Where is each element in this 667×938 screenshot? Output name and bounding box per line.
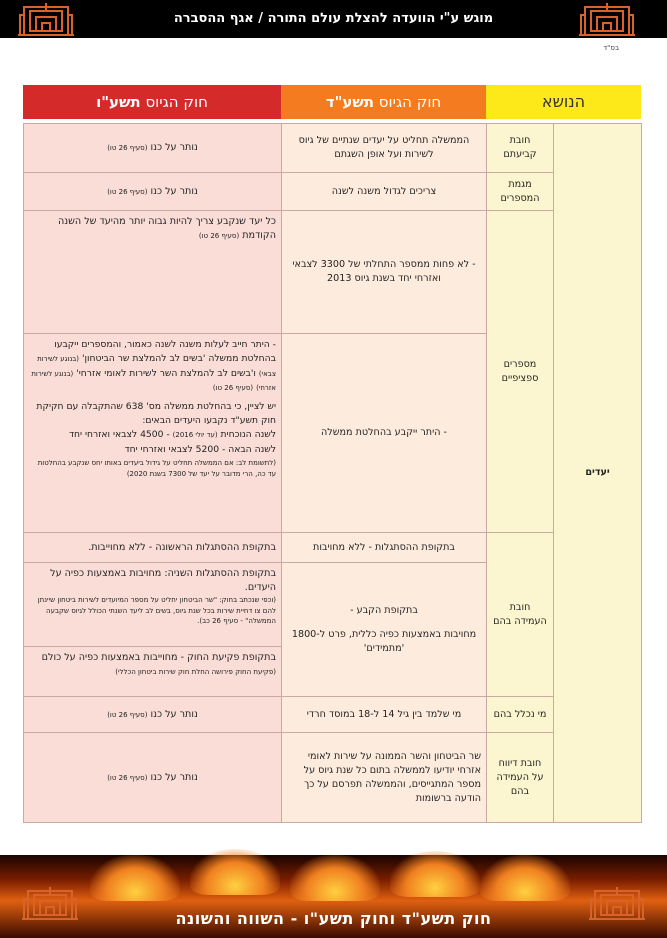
law76-text: לשנה הנוכחית bbox=[220, 428, 276, 440]
main-topic-cell: יעדים bbox=[554, 124, 642, 823]
law74-cell: - היתר ייקבע בהחלטת ממשלה bbox=[282, 334, 487, 533]
emblem-logo-right bbox=[577, 1, 637, 37]
flame-decoration bbox=[390, 851, 480, 897]
law74-year: תשע"ד bbox=[325, 93, 374, 111]
topic-cell: מספרים ספציפיים bbox=[487, 211, 554, 533]
column-header-law-5774 bbox=[281, 85, 486, 119]
table-row bbox=[24, 211, 642, 334]
topic-cell: חובת דיווח על העמידה בהם bbox=[487, 733, 554, 823]
law76-text: נותר על כנו bbox=[150, 185, 198, 197]
law76-cell bbox=[24, 124, 282, 173]
law76-ref: (סעיף 26 טו) bbox=[107, 187, 148, 196]
law76-cell bbox=[24, 173, 282, 211]
topic-cell: חובת העמידה בהם bbox=[487, 533, 554, 697]
law76-paragraph bbox=[29, 428, 276, 443]
law76-text: ו'בשים לב להמלצת השר לשירות לאומי אזרחי' bbox=[76, 367, 256, 379]
top-banner bbox=[0, 0, 667, 38]
law76-ref: (סעיף 26 טו) bbox=[198, 232, 240, 240]
law76-paragraph: לשנה הבאה - 5200 לצבאי ואזרחי יחד bbox=[124, 443, 276, 455]
table-row bbox=[24, 124, 642, 173]
law76-year: תשע"ו bbox=[96, 93, 141, 111]
law76-cell bbox=[24, 733, 282, 823]
law74-cell: מי שלמד בין גיל 14 ל-18 במוסד חרדי bbox=[282, 697, 487, 733]
law76-text: נותר על כנו bbox=[150, 771, 198, 783]
table-row bbox=[24, 697, 642, 733]
law74-text: מחויבות באמצעות כפיה כללית, פרט ל-1800 'מתמידים' bbox=[291, 628, 477, 654]
law76-ref: (סעיף 26 טו) bbox=[212, 384, 254, 393]
table-row bbox=[24, 533, 642, 563]
law76-text: בתקופת פקיעת החוק - מחוייבות באמצעות כפיה על כולם bbox=[41, 652, 276, 663]
topic-cell: חובת קביעתם bbox=[487, 124, 554, 173]
law76-note: (פקיעת החוק פירושה החלת חוק שירות ביטחון הכללי) bbox=[115, 668, 276, 676]
law76-cell bbox=[24, 563, 282, 647]
law76-ref: (סעיף 26 טו) bbox=[107, 710, 148, 719]
footer-title: חוק תשע"ד וחוק תשע"ו - השווה והשונה bbox=[175, 909, 492, 928]
law76-cell: בתקופת ההסתגלות הראשונה - ללא מחוייבות. bbox=[24, 533, 282, 563]
law76-note: (לתשומת לב: אם הממשלה תחליט על גידול ביעדים באותו יחס שנקבע בהחלטות עד כה, הרי מדובר על יעד של 7300 בשנת 2020) bbox=[37, 459, 276, 479]
law76-text: נותר על כנו bbox=[150, 708, 198, 720]
bsd-mark: בס"ד bbox=[603, 44, 619, 52]
flame-decoration bbox=[190, 849, 280, 895]
law76-paragraph: יש לציין, כי בהחלטת ממשלה מס' 638 שהתקבלה עם חקיקת חוק תשע"ד נקבעו היעדים הבאים: bbox=[36, 401, 276, 426]
table-row bbox=[24, 733, 642, 823]
column-header-law-5776 bbox=[23, 85, 281, 119]
comparison-table bbox=[23, 123, 642, 823]
law76-note: (עד יולי 2016) bbox=[172, 430, 218, 439]
law74-label: חוק הגיוס bbox=[378, 93, 442, 111]
law74-text: בתקופת הקבע - bbox=[350, 604, 418, 616]
law74-cell: שר הביטחון והשר הממונה על שירות לאומי אזרחי יודיעו לממשלה בתום כל שנת גיוס על מספר המתגייסים, והממשלה תפרסם על כך הודעה ברשומות bbox=[282, 733, 487, 823]
law76-cell bbox=[24, 697, 282, 733]
law76-label: חוק הגיוס bbox=[145, 93, 208, 111]
topic-cell: מי נכלל בהם bbox=[487, 697, 554, 733]
law76-note: (בנוגע לשירות צבאי) bbox=[37, 354, 276, 378]
law76-text: - היתר חייב לעלות משנה לשנה כאמור, והמספרים ייקבעו בהחלטת ממשלה 'בשים לב להמלצת שר הביטחון' bbox=[54, 339, 276, 364]
header-title: מוגש ע"י הוועדה להצלת עולם התורה / אגף ההסברה bbox=[173, 11, 494, 26]
law76-ref: (סעיף 26 טו) bbox=[107, 773, 148, 782]
law74-cell: צריכים לגדול משנה לשנה bbox=[282, 173, 487, 211]
flame-decoration bbox=[290, 855, 380, 901]
law74-cell: - לא פחות ממספר התחלתי של 3300 לצבאי ואזרחי יחד בשנת גיוס 2013 bbox=[282, 211, 487, 334]
flame-decoration bbox=[480, 855, 570, 901]
footer-banner bbox=[0, 855, 667, 938]
law76-note: (וכפי שנכתב בחוק: "שר הביטחון יחליט על מספר המיועדים לשירות ביטחון שיינתן להם צו דחיית שירות בכל שנת גיוס, בשים לב ליעד השנתי הכולל לגיוס שקבעה הממשלה" - סעיף 26 כב). bbox=[37, 596, 276, 625]
law76-text: כל יעד שנקבע צריך להיות גבוה יותר מהיעד של השנה הקודמת bbox=[57, 216, 276, 241]
law76-cell bbox=[24, 647, 282, 697]
law74-cell: בתקופת ההסתגלות - ללא מחויבות bbox=[282, 533, 487, 563]
law76-ref: (סעיף 26 טו) bbox=[107, 144, 148, 152]
topic-cell: מגמת המספרים bbox=[487, 173, 554, 211]
column-headers bbox=[23, 85, 641, 119]
column-header-topic: הנושא bbox=[486, 85, 641, 119]
flame-decoration bbox=[90, 855, 180, 901]
law76-text: בתקופת ההסתגלות השניה: מחויבות באמצעות כפיה על היעדים. bbox=[50, 568, 276, 593]
law76-text: נותר על כנו bbox=[150, 142, 198, 153]
law76-cell bbox=[24, 211, 282, 334]
law76-cell bbox=[24, 334, 282, 533]
law74-cell bbox=[282, 563, 487, 697]
table-row bbox=[24, 173, 642, 211]
law76-text: - 4500 לצבאי ואזרחי יחד bbox=[68, 428, 170, 440]
law76-paragraph bbox=[29, 338, 276, 396]
law74-cell: הממשלה תחליט על יעדים שנתיים של גיוס לשירות ועל אופן השגתם bbox=[282, 124, 487, 173]
law76-note: (בנוגע לשירות אזרחי) bbox=[31, 369, 276, 393]
